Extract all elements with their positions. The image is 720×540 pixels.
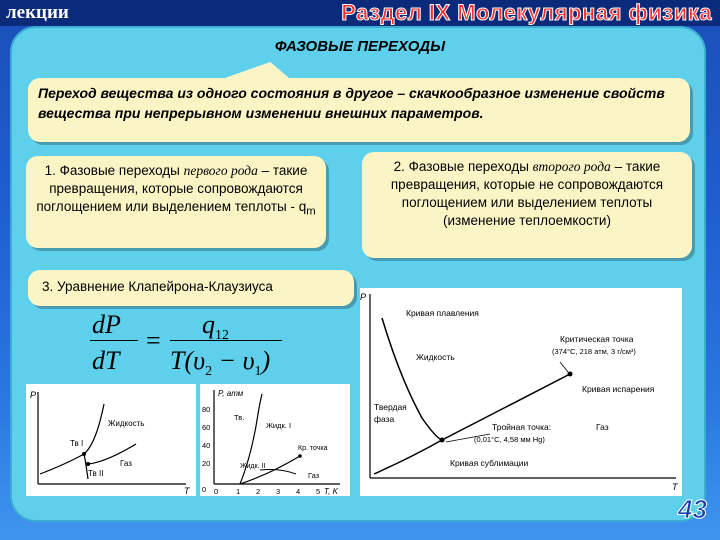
section-title: Раздел IX Молекулярная физика xyxy=(341,0,712,25)
small-mid-label-critical: Кр. точка xyxy=(298,445,328,452)
formula-rhs-den-sub2: 2 xyxy=(205,364,213,380)
large-label-solid1: Твердая xyxy=(374,402,407,412)
large-label-vaporization: Кривая испарения xyxy=(582,384,655,394)
small-left-label-liquid: Жидкость xyxy=(108,419,145,428)
small-mid-label-solid: Тв. xyxy=(234,413,245,422)
small-mid-label-liquid2: Жидк. II xyxy=(240,463,266,470)
small-left-label-gas: Газ xyxy=(120,459,132,468)
small-mid-xtick-0: 0 xyxy=(214,487,219,496)
phase-diagram-small-left xyxy=(26,384,196,496)
small-mid-xtick-2: 2 xyxy=(256,487,261,496)
first-order-prefix: 1. Фазовые переходы xyxy=(44,163,184,178)
second-order-emph: второго рода xyxy=(532,159,611,174)
lecture-label: лекции xyxy=(6,2,69,23)
first-order-sub: m xyxy=(306,205,316,218)
small-mid-ytick-80: 80 xyxy=(202,405,211,414)
clapeyron-formula xyxy=(90,310,310,390)
small-mid-ytick-40: 40 xyxy=(202,441,211,450)
small-mid-ytick-0: 0 xyxy=(202,485,207,494)
small-mid-axis-p: P, атм xyxy=(218,389,244,398)
small-mid-ytick-20: 20 xyxy=(202,459,211,468)
large-axis-p: P xyxy=(360,292,367,302)
formula-rhs-num: q xyxy=(202,310,215,339)
phase-diagram-large-svg xyxy=(360,288,682,496)
large-label-critical-vals: (374°С, 218 атм, 3 г/см³) xyxy=(552,347,636,356)
formula-rhs-den-b: − υ xyxy=(212,346,255,375)
small-left-axis-p: P xyxy=(30,390,37,400)
small-mid-xtick-1: 1 xyxy=(236,487,241,496)
small-mid-axis-t: T, K xyxy=(324,487,338,496)
formula-lhs-num: dP xyxy=(92,310,121,339)
first-order-rest: – такие превращения, которые сопровождаются поглощением или выделением теплоты - q xyxy=(36,163,308,214)
small-left-label-solid2: Тв II xyxy=(88,469,104,478)
page-number: 43 xyxy=(678,494,707,524)
phase-diagram-large xyxy=(360,288,682,496)
second-order-rest: – такие превращения, которые не сопровождаются поглощением или выделением теплоты (изменение теплоемкости) xyxy=(390,159,664,228)
small-left-axis-t: T xyxy=(184,486,190,496)
definition-callout: Переход вещества из одного состояния в другое – скачкообразное изменение свойств вещества при непрерывном изменении внешних параметров. xyxy=(28,78,690,142)
formula-rhs-den-a: T(υ xyxy=(170,346,206,375)
large-label-liquid: Жидкость xyxy=(416,352,455,362)
small-left-label-solid1: Тв I xyxy=(70,439,84,448)
large-label-critical: Критическая точка xyxy=(560,334,634,344)
phase-diagram-small-mid xyxy=(200,384,350,496)
large-label-triple: Тройная точка: xyxy=(492,422,552,432)
small-mid-label-gas: Газ xyxy=(308,471,320,480)
large-label-sublimation: Кривая сублимации xyxy=(450,458,529,468)
formula-rhs-num-sub: 12 xyxy=(215,328,229,344)
formula-lhs-den: dT xyxy=(92,346,120,375)
first-order-callout xyxy=(26,156,326,248)
formula-rhs-bar xyxy=(170,340,282,341)
large-label-solid2: фаза xyxy=(374,414,395,424)
second-order-callout xyxy=(362,152,692,258)
phase-diagram-small-mid-svg xyxy=(200,384,350,496)
formula-equals: = xyxy=(146,326,161,355)
phase-diagram-small-left-svg xyxy=(26,384,196,496)
formula-rhs-den-c: ) xyxy=(261,346,271,375)
small-mid-ytick-60: 60 xyxy=(202,423,211,432)
large-axis-t: T xyxy=(672,482,678,492)
small-mid-xtick-3: 3 xyxy=(276,487,281,496)
large-label-triple-vals: (0,01°С, 4,58 мм Hg) xyxy=(474,435,545,444)
formula-rhs-den-sub1: 1 xyxy=(254,364,262,380)
formula-lhs-bar xyxy=(90,340,138,341)
large-label-gas: Газ xyxy=(596,422,609,432)
second-order-prefix: 2. Фазовые переходы xyxy=(393,159,533,174)
small-mid-xtick-5: 5 xyxy=(316,487,321,496)
clapeyron-callout: 3. Уравнение Клапейрона-Клаузиуса xyxy=(28,270,354,306)
small-mid-label-liquid1: Жидк. I xyxy=(266,421,292,430)
first-order-emph: первого рода xyxy=(183,163,258,178)
large-label-melting: Кривая плавления xyxy=(406,308,479,318)
slide-title: ФАЗОВЫЕ ПЕРЕХОДЫ xyxy=(274,38,446,55)
small-mid-xtick-4: 4 xyxy=(296,487,301,496)
